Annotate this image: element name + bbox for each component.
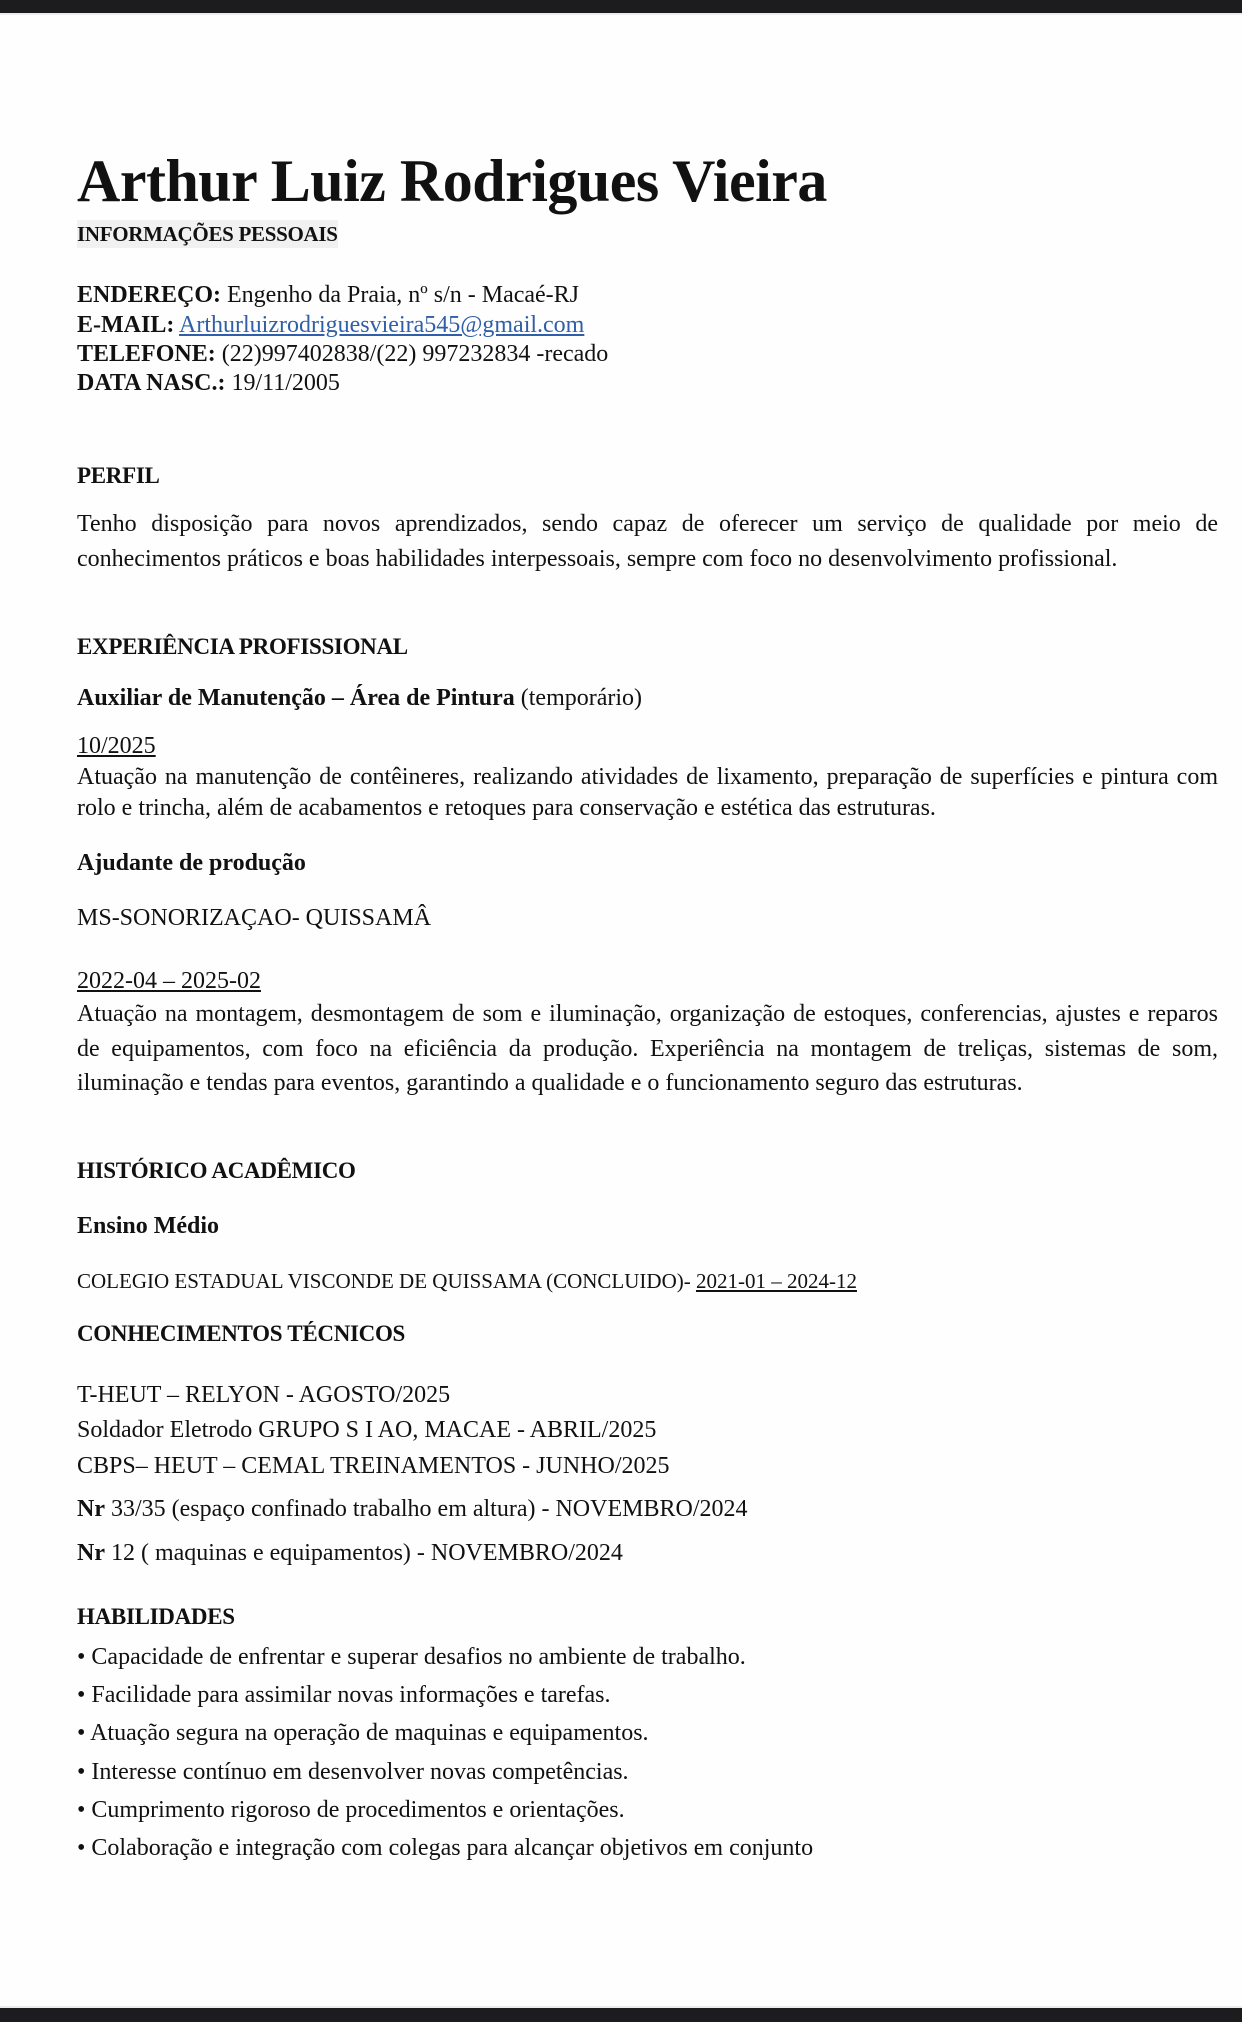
technical-item-text: 33/35 (espaço confinado trabalho em altura) - NOVEMBRO/2024 (104, 1496, 748, 1522)
skill-text: Colaboração e integração com colegas para alcançar objetivos em conjunto (91, 1835, 814, 1861)
top-frame-bar (0, 0, 1242, 13)
bullet-icon: • (77, 1682, 86, 1708)
skill-text: Facilidade para assimilar novas informações e tarefas. (91, 1682, 611, 1708)
bullet-icon: • (77, 1759, 86, 1785)
address-line (77, 281, 579, 309)
job-2-role: Ajudante de produção (77, 850, 306, 876)
skill-item (77, 1796, 625, 1824)
birthdate-label: DATA NASC.: (77, 370, 226, 396)
address-value: Engenho da Praia, nº s/n - Macaé-RJ (221, 282, 580, 308)
skill-text: Atuação segura na operação de maquinas e equipamentos. (90, 1720, 649, 1746)
technical-item (77, 1416, 656, 1444)
phone-label: TELEFONE: (77, 341, 216, 367)
birthdate-value: 19/11/2005 (225, 370, 340, 396)
skill-item (77, 1681, 611, 1709)
email-link[interactable]: Arthurluizrodriguesvieira545@gmail.com (179, 312, 585, 338)
job-1-period: 10/2025 (77, 733, 156, 759)
technical-item-prefix: Nr (77, 1496, 105, 1522)
skill-item (77, 1834, 813, 1862)
skill-item (77, 1719, 649, 1747)
skill-text: Cumprimento rigoroso de procedimentos e orientações. (91, 1797, 625, 1823)
job-1-title (77, 684, 642, 712)
personal-info-heading: INFORMAÇÕES PESSOAIS (77, 222, 338, 246)
bullet-icon: • (77, 1720, 86, 1746)
address-label: ENDEREÇO: (77, 282, 222, 308)
technical-item-prefix: Nr (77, 1540, 105, 1566)
birthdate-line (77, 369, 340, 397)
technical-heading: CONHECIMENTOS TÉCNICOS (77, 1321, 406, 1346)
job-2-company: MS-SONORIZAÇAO- QUISSAMÂ (77, 905, 432, 931)
technical-item (77, 1495, 748, 1523)
bottom-frame-bar (0, 2008, 1242, 2022)
bullet-icon: • (77, 1797, 86, 1823)
education-level: Ensino Médio (77, 1213, 220, 1239)
technical-item-text: 12 ( maquinas e equipamentos) - NOVEMBRO/2024 (104, 1540, 623, 1566)
job-2-period: 2022-04 – 2025-02 (77, 968, 261, 994)
bullet-icon: • (77, 1835, 86, 1861)
technical-item-text: T-HEUT – RELYON - AGOSTO/2025 (77, 1382, 451, 1408)
technical-item (77, 1452, 670, 1480)
education-heading: HISTÓRICO ACADÊMICO (77, 1158, 356, 1183)
job-1-note: (temporário) (514, 685, 643, 711)
education-school: COLEGIO ESTADUAL VISCONDE DE QUISSAMA (CONCLUIDO)- (77, 1269, 696, 1293)
education-school-line (77, 1267, 857, 1295)
email-line (77, 311, 584, 339)
technical-item (77, 1381, 450, 1409)
skill-text: Interesse contínuo em desenvolver novas competências. (91, 1759, 629, 1785)
top-frame-divider (0, 13, 1242, 15)
phone-value: (22)997402838/(22) 997232834 -recado (215, 341, 609, 367)
skills-heading: HABILIDADES (77, 1604, 235, 1629)
technical-item-text: CBPS– HEUT – CEMAL TREINAMENTOS - JUNHO/2025 (77, 1453, 670, 1479)
job-1-role: Auxiliar de Manutenção – Área de Pintura (77, 685, 515, 711)
job-2-description: Atuação na montagem, desmontagem de som e iluminação, organização de estoques, conferencias, ajustes e reparos de equipamentos, com foco na eficiência da produção. Experiência na montagem de treliças, sistemas de som, iluminação e tendas para eventos, garantindo a qualidade e o funcionamento seguro das estruturas. (77, 1001, 1218, 1096)
candidate-name: Arthur Luiz Rodrigues Vieira (77, 148, 827, 214)
profile-heading: PERFIL (77, 463, 160, 488)
profile-text: Tenho disposição para novos aprendizados, sendo capaz de oferecer um serviço de qualidade por meio de conhecimentos práticos e boas habilidades interpessoais, sempre com foco no desenvolvimento profissional. (77, 511, 1218, 572)
experience-heading: EXPERIÊNCIA PROFISSIONAL (77, 634, 408, 659)
bullet-icon: • (77, 1644, 86, 1670)
job-1-description: Atuação na manutenção de contêineres, realizando atividades de lixamento, preparação de superfícies e pintura com rolo e trincha, além de acabamentos e retoques para conservação e estética das estruturas. (77, 764, 1218, 821)
skill-text: Capacidade de enfrentar e superar desafios no ambiente de trabalho. (91, 1644, 746, 1670)
skill-item (77, 1758, 629, 1786)
technical-item-text: Soldador Eletrodo GRUPO S I AO, MACAE - ABRIL/2025 (77, 1417, 657, 1443)
email-label: E-MAIL: (77, 312, 175, 338)
skill-item (77, 1643, 746, 1671)
education-period: 2021-01 – 2024-12 (695, 1269, 857, 1293)
phone-line (77, 340, 608, 368)
technical-item (77, 1539, 623, 1567)
